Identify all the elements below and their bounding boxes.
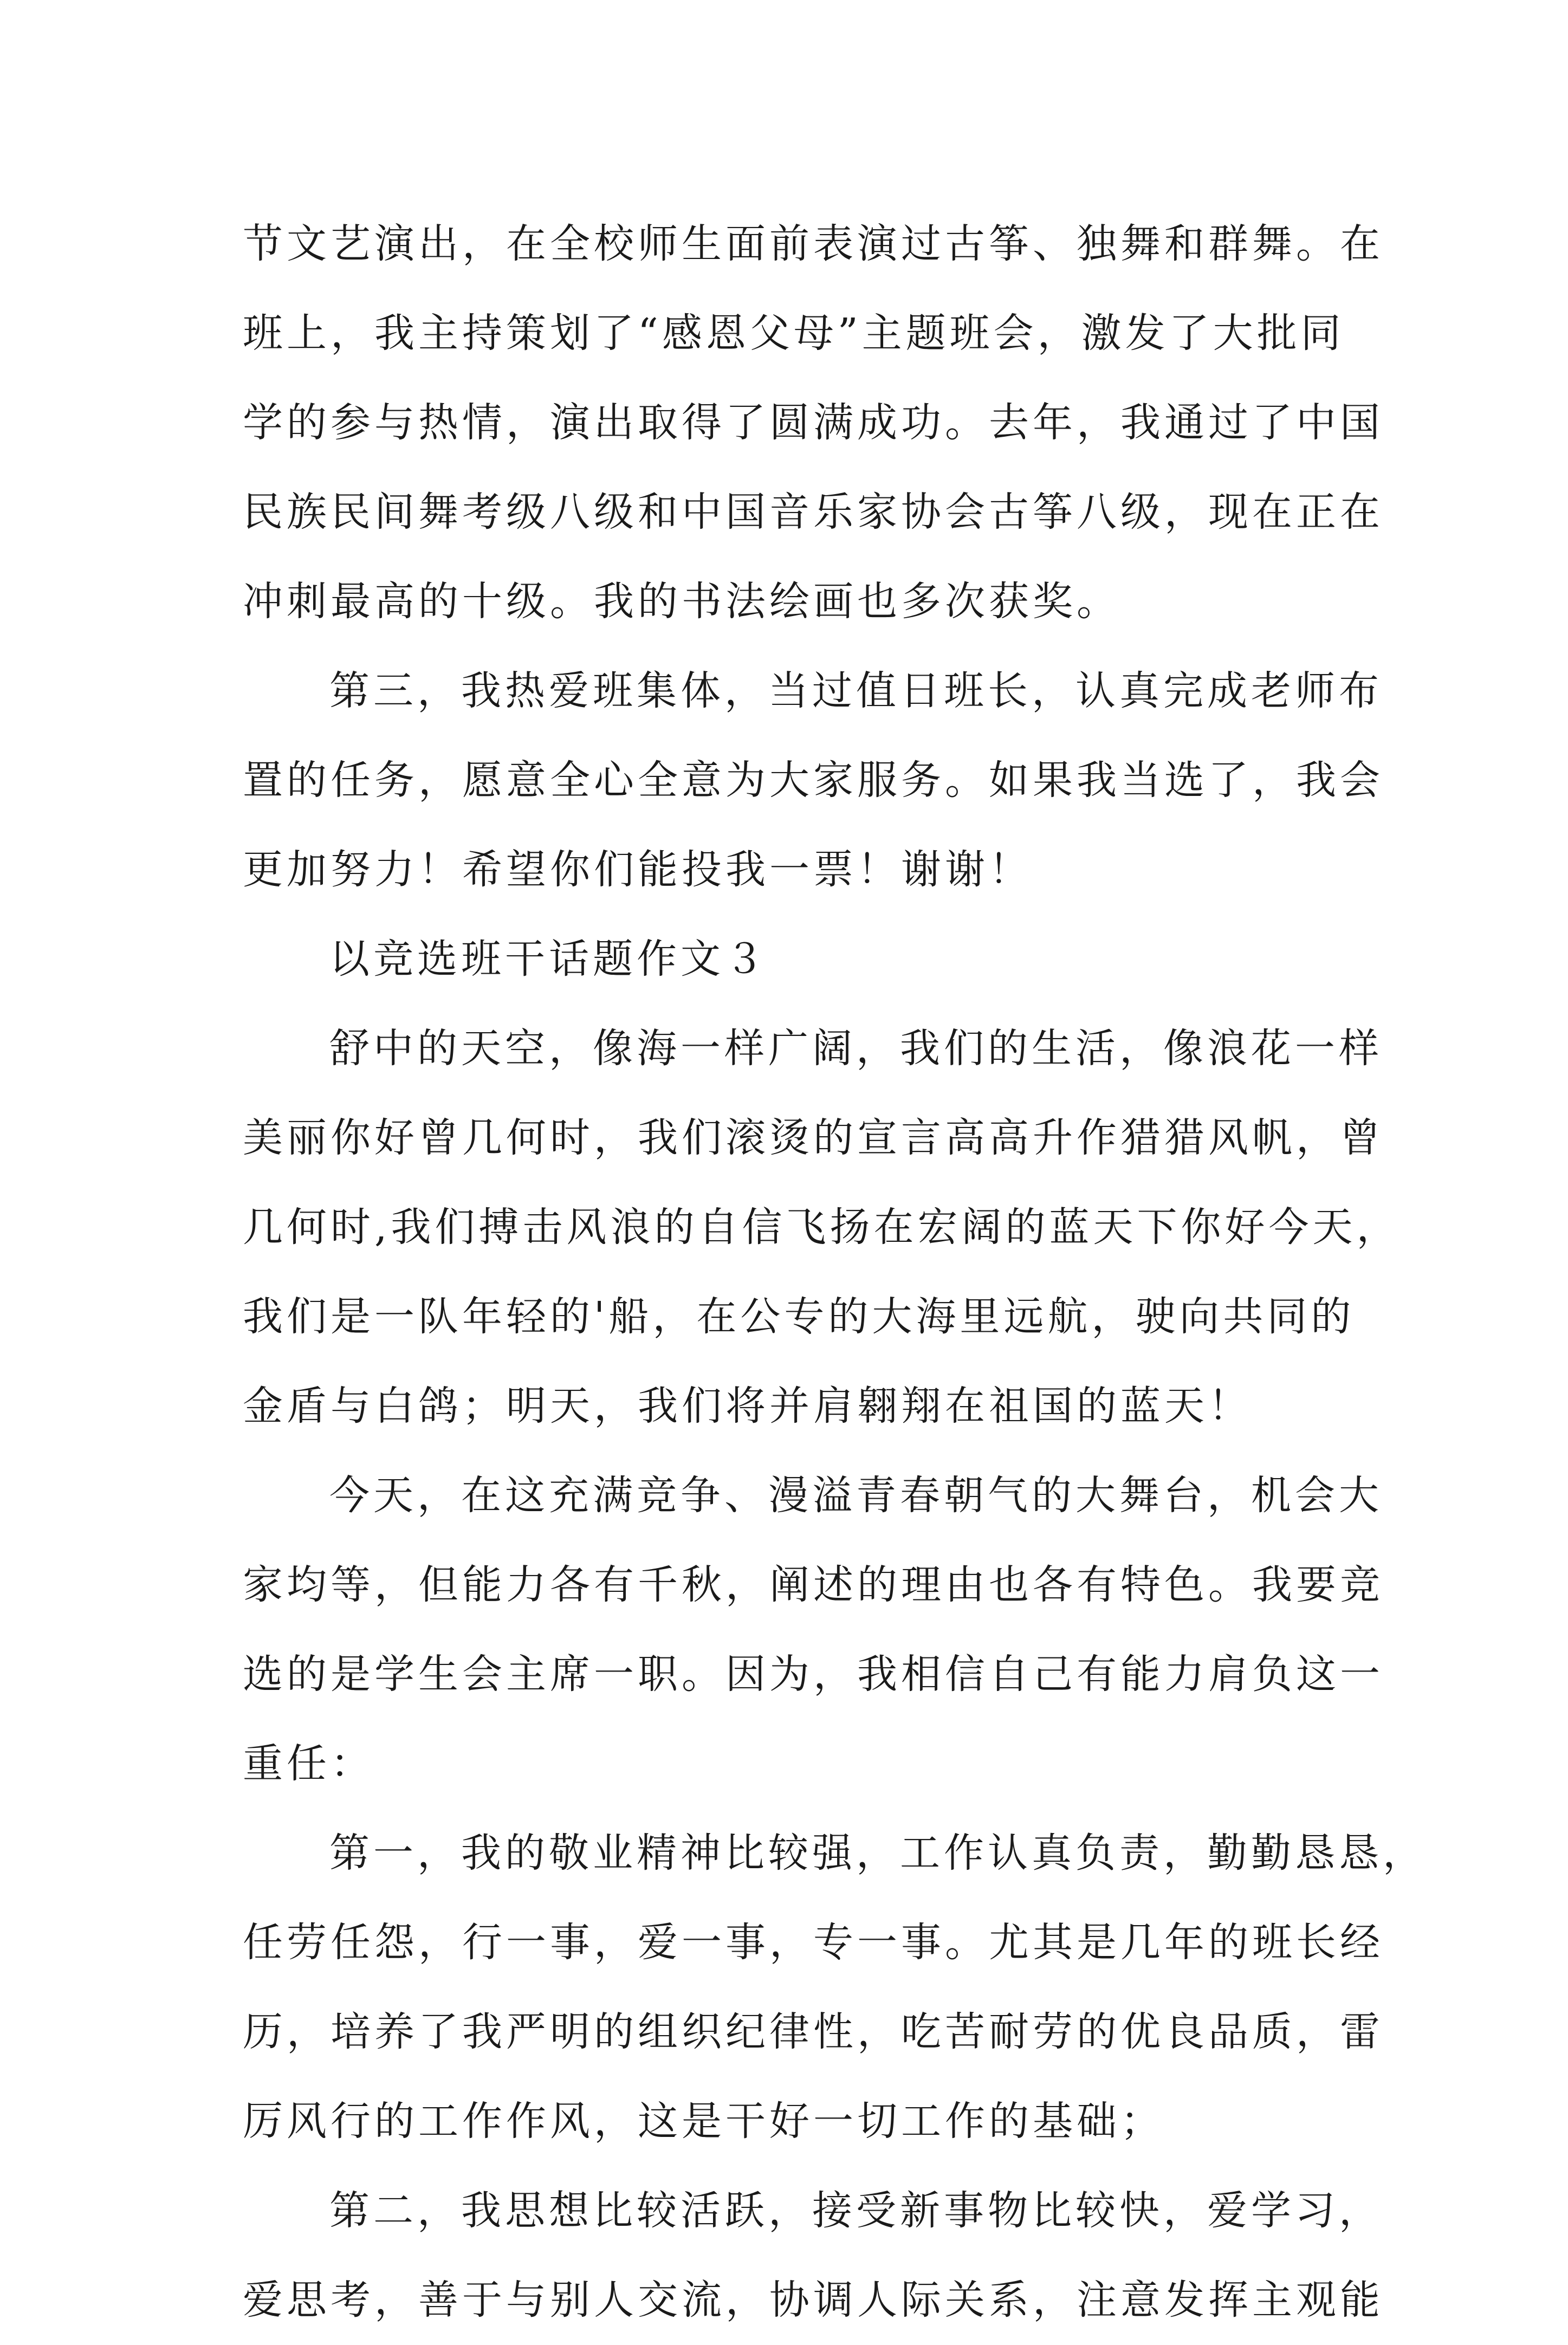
paragraph-first-line: 今天，在这充满竞争、漫溢青春朝气的大舞台，机会大: [329, 1472, 1383, 1519]
text-line: 几何时,我们搏击风浪的自信飞扬在宏阔的蓝天下你好今天，: [243, 1204, 1401, 1251]
paragraph-first-line: 第一，我的敬业精神比较强，工作认真负责，勤勤恳恳，: [329, 1830, 1427, 1876]
text-line: 更加努力！希望你们能投我一票！谢谢！: [243, 846, 1033, 893]
text-line: 学的参与热情，演出取得了圆满成功。去年，我通过了中国: [243, 399, 1384, 446]
text-line: 置的任务，愿意全心全意为大家服务。如果我当选了，我会: [243, 757, 1384, 804]
text-line: 班上，我主持策划了“感恩父母”主题班会，激发了大批同: [243, 310, 1345, 357]
paragraph-first-line: 第三，我热爱班集体，当过值日班长，认真完成老师布: [329, 668, 1383, 714]
text-line: 我们是一队年轻的'船，在公专的大海里远航，驶向共同的: [243, 1293, 1355, 1340]
section-heading: 以竞选班干话题作文３: [329, 936, 768, 982]
text-line: 美丽你好曾几何时，我们滚烫的宣言高高升作猎猎风帆，曾: [243, 1115, 1384, 1161]
text-line: 厉风行的工作作风，这是干好一切工作的基础；: [243, 2098, 1164, 2145]
text-line: 冲刺最高的十级。我的书法绘画也多次获奖。: [243, 578, 1120, 625]
text-line: 家均等，但能力各有千秋，阐述的理由也各有特色。我要竞: [243, 1562, 1384, 1608]
text-line: 重任：: [243, 1740, 374, 1787]
paragraph-first-line: 舒中的天空，像海一样广阔，我们的生活，像浪花一样: [329, 1025, 1383, 1072]
paragraph-first-line: 第二，我思想比较活跃，接受新事物比较快，爱学习，: [329, 2187, 1383, 2234]
text-line: 选的是学生会主席一职。因为，我相信自己有能力肩负这一: [243, 1651, 1384, 1698]
text-line: 民族民间舞考级八级和中国音乐家协会古筝八级，现在正在: [243, 489, 1384, 535]
text-line: 节文艺演出，在全校师生面前表演过古筝、独舞和群舞。在: [243, 221, 1384, 267]
text-line: 任劳任怨，行一事，爱一事，专一事。尤其是几年的班长经: [243, 1919, 1384, 1966]
text-line: 爱思考，善于与别人交流，协调人际关系，注意发挥主观能: [243, 2277, 1384, 2323]
text-line: 金盾与白鸽；明天，我们将并肩翱翔在祖国的蓝天！: [243, 1383, 1252, 1429]
text-line: 历，培养了我严明的组织纪律性，吃苦耐劳的优良品质，雷: [243, 2009, 1384, 2055]
document-body: [243, 199, 1427, 2345]
